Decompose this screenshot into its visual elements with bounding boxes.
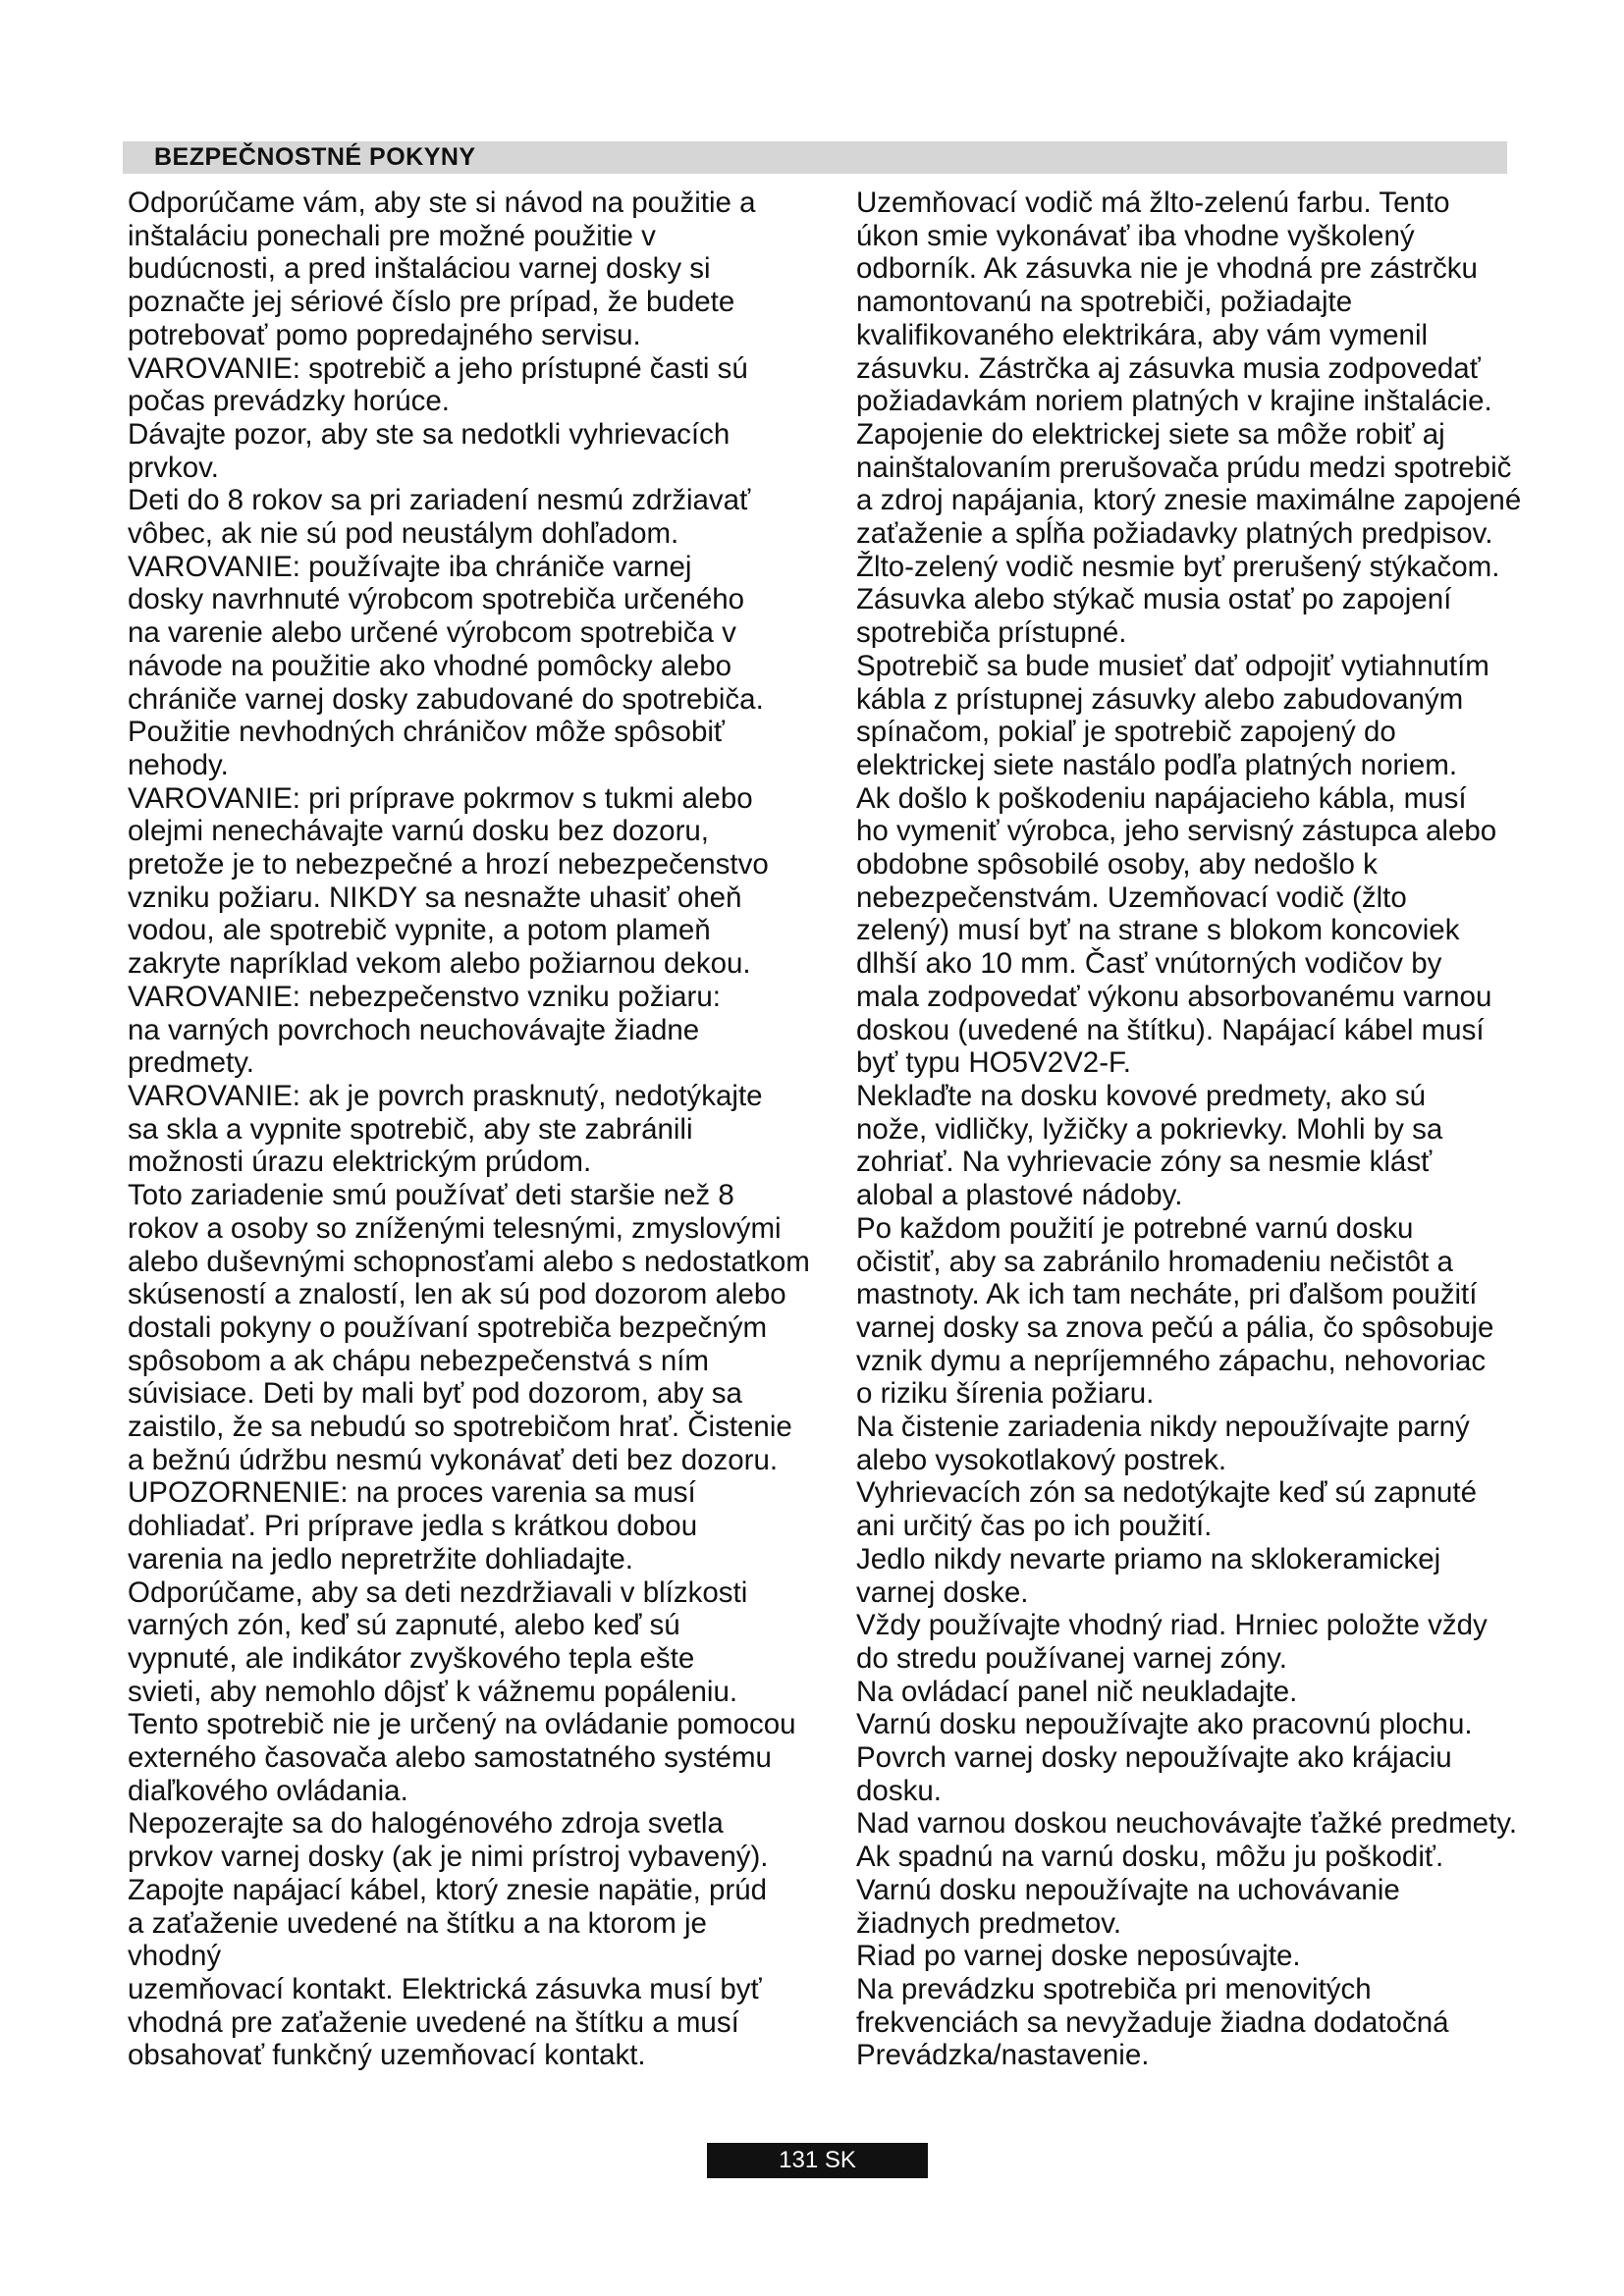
paragraph: Zapojte napájací kábel, ktorý znesie napätie, prúd a zaťaženie uvedené na štítku a na ktorom je vhodný bbox=[128, 1873, 768, 1973]
paragraph: Povrch varnej dosky nepoužívajte ako krájaciu dosku. bbox=[856, 1741, 1452, 1807]
paragraph: VAROVANIE: používajte iba chrániče varnej dosky navrhnuté výrobcom spotrebiča určeného na varenie alebo určené výrobcom spotrebiča v návode na použitie ako vhodné pomôcky alebo chrániče varnej dosky zabudované do spotrebiča. Použitie nevhodných chráničov môže spôsobiť nehody. bbox=[128, 550, 764, 781]
paragraph: Dávajte pozor, aby ste sa nedotkli vyhrievacích prvkov. bbox=[128, 417, 731, 484]
paragraph: Vždy používajte vhodný riad. Hrniec položte vždy do stredu používanej varnej zóny. bbox=[856, 1609, 1488, 1675]
paragraph: Po každom použití je potrebné varnú dosku očistiť, aby sa zabránilo hromadeniu nečistôt a mastnoty. Ak ich tam necháte, pri ďalšom použití varnej dosky sa znova pečú a pália, čo spôsobuje vznik dymu a nepríjemného zápachu, nehovoriac o riziku šírenia požiaru. bbox=[856, 1211, 1494, 1411]
paragraph: Varnú dosku nepoužívajte ako pracovnú plochu. bbox=[856, 1708, 1473, 1741]
paragraph: Spotrebič sa bude musieť dať odpojiť vytiahnutím kábla z prístupnej zásuvky alebo zabudovaným spínačom, pokiaľ je spotrebič zapojený do elektrickej siete nastálo podľa platných noriem. bbox=[856, 649, 1489, 781]
paragraph: uzemňovací kontakt. Elektrická zásuvka musí byť vhodná pre zaťaženie uvedené na štítku a musí obsahovať funkčný uzemňovací kontakt. bbox=[128, 1972, 762, 2072]
paragraph: Tento spotrebič nie je určený na ovládanie pomocou externého časovača alebo samostatného systému diaľkového ovládania. bbox=[128, 1708, 796, 1807]
paragraph: Riad po varnej doske neposúvajte. bbox=[856, 1940, 1301, 1973]
paragraph: Deti do 8 rokov sa pri zariadení nesmú zdržiavať vôbec, ak nie sú pod neustálym dohľadom. bbox=[128, 484, 751, 551]
paragraph: Odporúčame, aby sa deti nezdržiavali v blízkosti varných zón, keď sú zapnuté, alebo keď sú vypnuté, ale indikátor zvyškového tepla ešte svieti, aby nemohlo dôjsť k vážnemu popáleniu. bbox=[128, 1575, 748, 1708]
paragraph: Neklaďte na dosku kovové predmety, ako sú nože, vidličky, lyžičky a pokrievky. Mohli by sa zohriať. Na vyhrievacie zóny sa nesmie klásť alobal a plastové nádoby. bbox=[856, 1079, 1443, 1212]
right-text-column bbox=[856, 187, 1563, 2072]
paragraph: VAROVANIE: spotrebič a jeho prístupné časti sú počas prevádzky horúce. bbox=[128, 351, 748, 418]
paragraph: Ak došlo k poškodeniu napájacieho kábla, musí ho vymeniť výrobca, jeho servisný zástupca alebo obdobne spôsobilé osoby, aby nedošlo k nebezpečenstvám. Uzemňovací vodič (žlto zelený) musí byť na strane s blokom koncoviek dlhší ako 10 mm. Časť vnútorných vodičov by mala zodpovedať výkonu absorbovanému varnou doskou (uvedené na štítku). Napájací kábel musí byť typu HO5V2V2-F. bbox=[856, 781, 1497, 1080]
section-heading: BEZPEČNOSTNÉ POKYNY bbox=[123, 141, 1507, 174]
paragraph: Varnú dosku nepoužívajte na uchovávanie žiadnych predmetov. bbox=[856, 1873, 1400, 1940]
left-text-column bbox=[128, 187, 854, 2072]
paragraph: Na ovládací panel nič neukladajte. bbox=[856, 1675, 1298, 1708]
paragraph: UPOZORNENIE: na proces varenia sa musí dohliadať. Pri príprave jedla s krátkou dobou varenia na jedlo nepretržite dohliadajte. bbox=[128, 1476, 698, 1575]
paragraph: Vyhrievacích zón sa nedotýkajte keď sú zapnuté ani určitý čas po ich použití. bbox=[856, 1476, 1477, 1543]
page-number-badge: 131 SK bbox=[707, 2143, 928, 2178]
paragraph: Uzemňovací vodič má žlto-zelenú farbu. Tento úkon smie vykonávať iba vhodne vyškolený odborník. Ak zásuvka nie je vhodná pre zástrčku namontovanú na spotrebiči, požiadajte kvalifikovaného elektrikára, aby vám vymenil zásuvku. Zástrčka aj zásuvka musia zodpovedať požiadavkám noriem platných v krajine inštalácie. bbox=[856, 187, 1492, 418]
paragraph: Jedlo nikdy nevarte priamo na sklokeramickej varnej doske. bbox=[856, 1542, 1441, 1609]
paragraph: Na prevádzku spotrebiča pri menovitých frekvenciách sa nevyžaduje žiadna dodatočná Prevádzka/nastavenie. bbox=[856, 1972, 1449, 2072]
paragraph: Toto zariadenie smú používať deti staršie než 8 rokov a osoby so zníženými telesnými, zmyslovými alebo duševnými schopnosťami alebo s nedostatkom skúseností a znalostí, len ak sú pod dozorom alebo dostali pokyny o používaní spotrebiča bezpečným spôsobom a ak chápu nebezpečenstvá s ním súvisiace. Deti by mali byť pod dozorom, aby sa zaistilo, že sa nebudú so spotrebičom hrať. Čistenie a bežnú údržbu nesmú vykonávať deti bez dozoru. bbox=[128, 1179, 810, 1476]
paragraph: VAROVANIE: pri príprave pokrmov s tukmi alebo olejmi nenechávajte varnú dosku bez dozoru, pretože je to nebezpečné a hrozí nebezpečenstvo vzniku požiaru. NIKDY sa nesnažte uhasiť oheň vodou, ale spotrebič vypnite, a potom plameň zakryte napríklad vekom alebo požiarnou dekou. bbox=[128, 781, 769, 981]
paragraph: Nepozerajte sa do halogénového zdroja svetla prvkov varnej dosky (ak je nimi prístroj vybavený). bbox=[128, 1807, 769, 1874]
paragraph: Zásuvka alebo stýkač musia ostať po zapojení spotrebiča prístupné. bbox=[856, 583, 1452, 650]
paragraph: Odporúčame vám, aby ste si návod na použitie a inštaláciu ponechali pre možné použitie v budúcnosti, a pred inštaláciou varnej dosky si poznačte jej sériové číslo pre prípad, že budete potrebovať pomo popredajného servisu. bbox=[128, 187, 756, 351]
paragraph: VAROVANIE: nebezpečenstvo vzniku požiaru: na varných povrchoch neuchovávajte žiadne predmety. bbox=[128, 980, 721, 1080]
paragraph: Na čistenie zariadenia nikdy nepoužívajte parný alebo vysokotlakový postrek. bbox=[856, 1411, 1470, 1476]
paragraph: VAROVANIE: ak je povrch prasknutý, nedotýkajte sa skla a vypnite spotrebič, aby ste zabránili možnosti úrazu elektrickým prúdom. bbox=[128, 1079, 763, 1179]
paragraph: Žlto-zelený vodič nesmie byť prerušený stýkačom. bbox=[856, 550, 1500, 583]
paragraph: Nad varnou doskou neuchovávajte ťažké predmety. Ak spadnú na varnú dosku, môžu ju poškodiť. bbox=[856, 1807, 1518, 1874]
paragraph: Zapojenie do elektrickej siete sa môže robiť aj nainštalovaním prerušovača prúdu medzi spotrebič a zdroj napájania, ktorý znesie maximálne zapojené zaťaženie a spĺňa požiadavky platných predpisov. bbox=[856, 417, 1522, 551]
